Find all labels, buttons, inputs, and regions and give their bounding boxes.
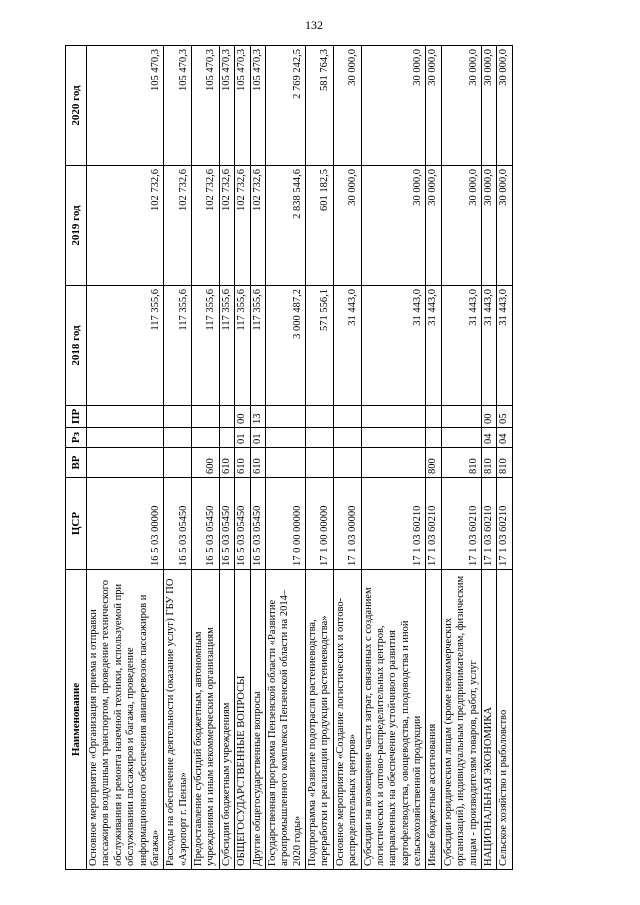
table-header-row bbox=[66, 46, 87, 870]
cell-2020: 30 000,0 bbox=[441, 46, 481, 166]
table-row bbox=[265, 46, 305, 870]
header-2018: 2018 год bbox=[66, 286, 87, 406]
cell-csr: 17 1 03 60210 bbox=[481, 478, 496, 570]
cell-2018: 117 355,6 bbox=[192, 286, 220, 406]
cell-2018: 31 443,0 bbox=[361, 286, 426, 406]
cell-vr bbox=[87, 448, 164, 478]
cell-rz bbox=[87, 428, 164, 448]
cell-csr: 17 1 03 60210 bbox=[361, 478, 426, 570]
cell-name: Субсидии юридическим лицам (кроме некоммерческих организаций), индивидуальным предпринимателям, физическим лицам - производителям товаров, работ, услуг bbox=[441, 570, 481, 870]
rotated-table-container bbox=[65, 45, 640, 870]
cell-name: Сельское хозяйство и рыболовство bbox=[497, 570, 512, 870]
cell-2020: 30 000,0 bbox=[426, 46, 441, 166]
cell-rz: 01 bbox=[235, 428, 250, 448]
cell-vr: 810 bbox=[441, 448, 481, 478]
cell-rz bbox=[426, 428, 441, 448]
cell-pr bbox=[265, 406, 305, 428]
cell-2019: 601 182,5 bbox=[306, 166, 334, 286]
cell-pr bbox=[426, 406, 441, 428]
cell-2018: 117 355,6 bbox=[164, 286, 192, 406]
table-row bbox=[250, 46, 265, 870]
cell-2018: 31 443,0 bbox=[481, 286, 496, 406]
cell-name: Расходы на обеспечение деятельности (оказание услуг) ГБУ ПО «Аэропорт г. Пензы» bbox=[164, 570, 192, 870]
rotated-table-canvas bbox=[65, 45, 640, 870]
cell-2020: 105 470,3 bbox=[219, 46, 234, 166]
cell-2018: 117 355,6 bbox=[250, 286, 265, 406]
cell-csr: 16 5 03 05450 bbox=[250, 478, 265, 570]
cell-2019: 30 000,0 bbox=[333, 166, 361, 286]
cell-rz: 01 bbox=[250, 428, 265, 448]
table-row bbox=[219, 46, 234, 870]
table-row bbox=[426, 46, 441, 870]
cell-rz bbox=[441, 428, 481, 448]
cell-name: Государственная программа Пензенской области «Развитие агропромышленного комплекса Пензенской области на 2014–2020 годы» bbox=[265, 570, 305, 870]
cell-vr bbox=[265, 448, 305, 478]
cell-csr: 17 1 03 60210 bbox=[426, 478, 441, 570]
cell-2019: 2 838 544,6 bbox=[265, 166, 305, 286]
cell-2020: 30 000,0 bbox=[497, 46, 512, 166]
cell-name: ОБЩЕГОСУДАРСТВЕННЫЕ ВОПРОСЫ bbox=[235, 570, 250, 870]
header-pr: ПР bbox=[66, 406, 87, 428]
cell-vr bbox=[361, 448, 426, 478]
cell-2020: 105 470,3 bbox=[164, 46, 192, 166]
cell-name: Предоставление субсидий бюджетным, автономным учреждениям и иным некоммерческим организациям bbox=[192, 570, 220, 870]
budget-table bbox=[65, 45, 513, 870]
cell-csr: 16 5 03 05450 bbox=[235, 478, 250, 570]
table-row bbox=[481, 46, 496, 870]
cell-pr bbox=[164, 406, 192, 428]
table-row bbox=[497, 46, 512, 870]
header-name: Наименование bbox=[66, 570, 87, 870]
cell-2019: 102 732,6 bbox=[192, 166, 220, 286]
cell-2020: 30 000,0 bbox=[333, 46, 361, 166]
cell-pr bbox=[361, 406, 426, 428]
cell-csr: 16 5 03 05450 bbox=[192, 478, 220, 570]
cell-pr bbox=[219, 406, 234, 428]
cell-name: Субсидии на возмещение части затрат, связанных с созданием логистических и оптово-распределительных центров, направленных на обеспечение устойчивого развития картофелеводства, овощеводства, плодоводства и иной сельскохозяйственной продукции bbox=[361, 570, 426, 870]
cell-2018: 117 355,6 bbox=[219, 286, 234, 406]
cell-2019: 102 732,6 bbox=[164, 166, 192, 286]
cell-rz bbox=[361, 428, 426, 448]
cell-csr: 16 5 03 00000 bbox=[87, 478, 164, 570]
cell-2018: 3 000 487,2 bbox=[265, 286, 305, 406]
cell-2018: 117 355,6 bbox=[87, 286, 164, 406]
cell-name: Иные бюджетные ассигнования bbox=[426, 570, 441, 870]
cell-2018: 31 443,0 bbox=[426, 286, 441, 406]
table-row bbox=[235, 46, 250, 870]
cell-pr bbox=[192, 406, 220, 428]
cell-vr bbox=[164, 448, 192, 478]
cell-vr: 810 bbox=[497, 448, 512, 478]
cell-vr: 800 bbox=[426, 448, 441, 478]
cell-2020: 105 470,3 bbox=[87, 46, 164, 166]
cell-pr: 05 bbox=[497, 406, 512, 428]
header-2019: 2019 год bbox=[66, 166, 87, 286]
cell-name: Подпрограмма «Развитие подотрасли растениеводства, переработки и реализации продукции растениеводства» bbox=[306, 570, 334, 870]
page-number: 132 bbox=[305, 18, 323, 32]
cell-name: НАЦИОНАЛЬНАЯ ЭКОНОМИКА bbox=[481, 570, 496, 870]
cell-csr: 16 5 03 05450 bbox=[164, 478, 192, 570]
header-csr: ЦСР bbox=[66, 478, 87, 570]
cell-2020: 30 000,0 bbox=[361, 46, 426, 166]
cell-rz: 04 bbox=[497, 428, 512, 448]
table-row bbox=[361, 46, 426, 870]
table-row bbox=[306, 46, 334, 870]
cell-name: Другие общегосударственные вопросы bbox=[250, 570, 265, 870]
cell-pr bbox=[333, 406, 361, 428]
cell-csr: 17 1 03 00000 bbox=[333, 478, 361, 570]
cell-pr bbox=[306, 406, 334, 428]
cell-csr: 17 1 03 60210 bbox=[441, 478, 481, 570]
cell-pr: 00 bbox=[481, 406, 496, 428]
cell-rz bbox=[333, 428, 361, 448]
cell-csr: 17 1 03 60210 bbox=[497, 478, 512, 570]
cell-2018: 31 443,0 bbox=[441, 286, 481, 406]
cell-name: Основное мероприятие «Организация приема и отправки пассажиров воздушным транспортом, проведение технического обслуживания и ремонта наземной техники, используемой при обслуживании пассажиров и багажа, проведение информационного обеспечения авиаперевозок пассажиров и багажа» bbox=[87, 570, 164, 870]
cell-rz bbox=[192, 428, 220, 448]
cell-2018: 117 355,6 bbox=[235, 286, 250, 406]
header-vr: ВР bbox=[66, 448, 87, 478]
table-row bbox=[441, 46, 481, 870]
cell-2019: 102 732,6 bbox=[219, 166, 234, 286]
cell-2019: 30 000,0 bbox=[481, 166, 496, 286]
header-2020: 2020 год bbox=[66, 46, 87, 166]
header-rz: Рз bbox=[66, 428, 87, 448]
cell-rz bbox=[164, 428, 192, 448]
cell-vr: 610 bbox=[219, 448, 234, 478]
cell-2018: 31 443,0 bbox=[333, 286, 361, 406]
cell-rz: 04 bbox=[481, 428, 496, 448]
table-row bbox=[87, 46, 164, 870]
cell-csr: 17 1 00 00000 bbox=[306, 478, 334, 570]
cell-2020: 105 470,3 bbox=[192, 46, 220, 166]
cell-2019: 102 732,6 bbox=[87, 166, 164, 286]
cell-pr bbox=[87, 406, 164, 428]
cell-name: Субсидии бюджетным учреждениям bbox=[219, 570, 234, 870]
cell-rz bbox=[219, 428, 234, 448]
cell-2019: 30 000,0 bbox=[361, 166, 426, 286]
cell-2020: 30 000,0 bbox=[481, 46, 496, 166]
cell-vr: 610 bbox=[235, 448, 250, 478]
cell-2020: 2 769 242,5 bbox=[265, 46, 305, 166]
cell-csr: 16 5 03 05450 bbox=[219, 478, 234, 570]
cell-vr bbox=[333, 448, 361, 478]
cell-2020: 581 764,3 bbox=[306, 46, 334, 166]
cell-vr bbox=[306, 448, 334, 478]
table-row bbox=[164, 46, 192, 870]
table-row bbox=[192, 46, 220, 870]
cell-pr: 00 bbox=[235, 406, 250, 428]
cell-2019: 30 000,0 bbox=[441, 166, 481, 286]
cell-vr: 810 bbox=[481, 448, 496, 478]
cell-2019: 102 732,6 bbox=[235, 166, 250, 286]
cell-2019: 30 000,0 bbox=[426, 166, 441, 286]
table-row bbox=[333, 46, 361, 870]
cell-2018: 571 556,1 bbox=[306, 286, 334, 406]
cell-vr: 610 bbox=[250, 448, 265, 478]
cell-2020: 105 470,3 bbox=[250, 46, 265, 166]
cell-2019: 102 732,6 bbox=[250, 166, 265, 286]
cell-2020: 105 470,3 bbox=[235, 46, 250, 166]
cell-csr: 17 0 00 00000 bbox=[265, 478, 305, 570]
cell-rz bbox=[306, 428, 334, 448]
cell-pr bbox=[441, 406, 481, 428]
cell-name: Основное мероприятие «Создание логистических и оптово-распределительных центров» bbox=[333, 570, 361, 870]
cell-vr: 600 bbox=[192, 448, 220, 478]
cell-2018: 31 443,0 bbox=[497, 286, 512, 406]
cell-2019: 30 000,0 bbox=[497, 166, 512, 286]
cell-pr: 13 bbox=[250, 406, 265, 428]
cell-rz bbox=[265, 428, 305, 448]
